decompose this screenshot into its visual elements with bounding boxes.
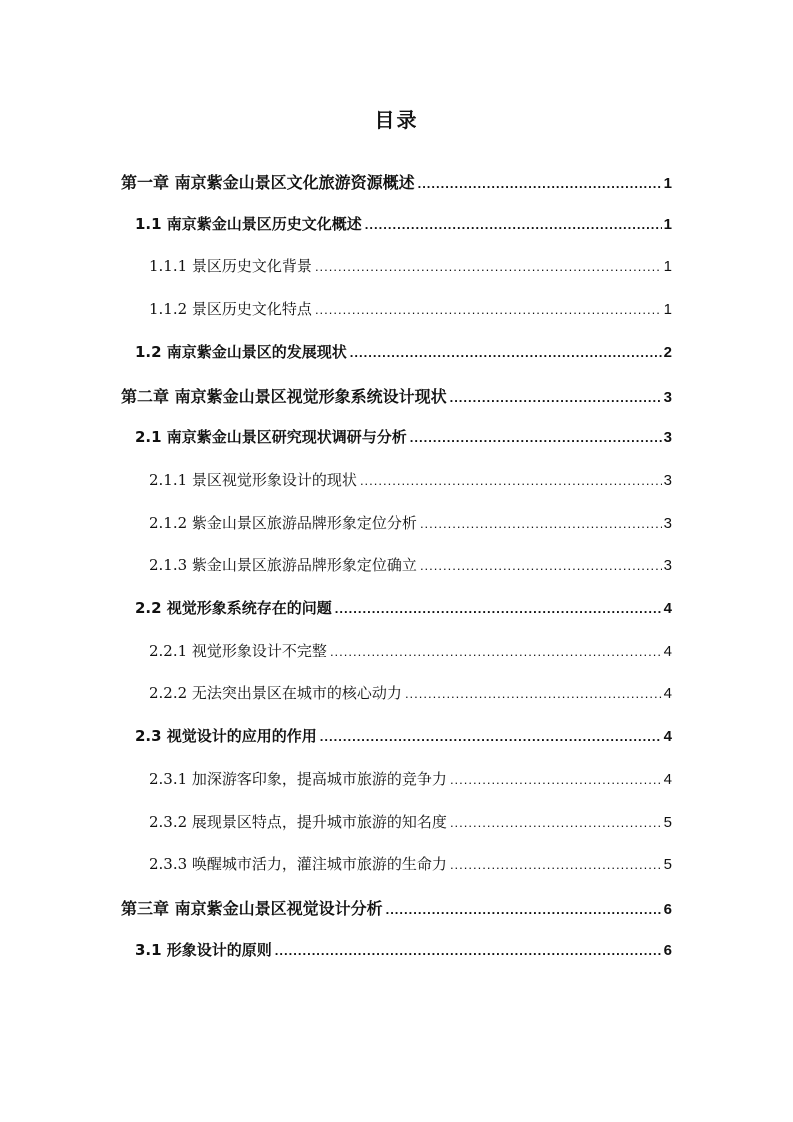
toc-entry-label: 2.3.3 唤醒城市活力，灌注城市旅游的生命力 <box>149 855 447 874</box>
toc-dot-leader <box>335 601 662 616</box>
toc-entry-label: 3.1 形象设计的原则 <box>135 940 272 959</box>
toc-entry-level-3[interactable] <box>149 640 672 666</box>
toc-entry-level-3[interactable] <box>149 768 672 794</box>
toc-dot-leader <box>450 390 662 405</box>
toc-entry-label: 2.3.1 加深游客印象，提高城市旅游的竞争力 <box>149 769 447 788</box>
toc-entry-label: 2.3.2 展现景区特点，提升城市旅游的知名度 <box>149 812 447 831</box>
toc-page-number: 4 <box>663 728 672 746</box>
toc-dot-leader <box>405 686 662 701</box>
toc-entry-level-1[interactable] <box>121 896 672 922</box>
toc-dot-leader <box>410 430 662 445</box>
toc-entry-level-2[interactable] <box>135 426 672 452</box>
toc-dot-leader <box>320 729 662 744</box>
toc-dot-leader <box>350 345 662 360</box>
toc-entry-level-1[interactable] <box>121 384 672 410</box>
toc-entry-level-2[interactable] <box>135 341 672 367</box>
toc-page-number: 4 <box>663 600 672 617</box>
toc-entry-level-1[interactable] <box>121 170 672 196</box>
toc-entry-level-2[interactable] <box>135 597 672 623</box>
toc-entry-label: 1.1.1 景区历史文化背景 <box>149 257 312 276</box>
toc-entry-label: 1.2 南京紫金山景区的发展现状 <box>135 342 347 361</box>
toc-entry-label: 2.2 视觉形象系统存在的问题 <box>135 599 332 617</box>
toc-entry-label: 第二章 南京紫金山景区视觉形象系统设计现状 <box>121 386 447 406</box>
toc-dot-leader <box>418 176 662 191</box>
toc-entry-level-2[interactable] <box>135 939 672 965</box>
toc-page-number: 6 <box>663 900 672 918</box>
toc-page-number: 3 <box>663 557 672 575</box>
toc-dot-leader <box>365 217 662 232</box>
toc-entry-label: 1.1 南京紫金山景区历史文化概述 <box>135 214 362 233</box>
toc-page-number: 5 <box>663 813 672 831</box>
toc-entry-label: 2.1.3 紫金山景区旅游品牌形象定位确立 <box>149 556 417 575</box>
toc-page-number: 1 <box>663 258 672 276</box>
toc-entry-level-3[interactable] <box>149 298 672 324</box>
toc-entry-level-3[interactable] <box>149 255 672 281</box>
toc-page-number: 3 <box>663 429 672 447</box>
toc-dot-leader <box>450 857 662 872</box>
toc-page-number: 3 <box>663 388 672 406</box>
toc-dot-leader <box>330 644 662 659</box>
toc-page-number: 1 <box>663 301 672 319</box>
toc-entry-label: 2.2.2 无法突出景区在城市的核心动力 <box>149 684 402 703</box>
toc-entry-label: 第一章 南京紫金山景区文化旅游资源概述 <box>121 173 415 192</box>
toc-entry-label: 2.1.1 景区视觉形象设计的现状 <box>149 470 357 489</box>
toc-entry-label: 2.3 视觉设计的应用的作用 <box>135 727 317 746</box>
toc-page-number: 1 <box>663 175 672 192</box>
toc-page-number: 4 <box>663 642 672 660</box>
toc-dot-leader <box>315 302 662 317</box>
toc-dot-leader <box>450 772 662 787</box>
toc-dot-leader <box>420 516 662 531</box>
toc-dot-leader <box>450 815 662 830</box>
toc-page-number: 5 <box>663 856 672 874</box>
toc-page-number: 1 <box>663 215 672 233</box>
toc-entry-level-3[interactable] <box>149 853 672 879</box>
toc-entry-level-3[interactable] <box>149 682 672 708</box>
toc-entry-label: 1.1.2 景区历史文化特点 <box>149 300 312 319</box>
toc-page-number: 4 <box>663 685 672 703</box>
toc-page-number: 2 <box>663 343 672 361</box>
toc-page-number: 4 <box>663 770 672 788</box>
toc-dot-leader <box>315 259 662 274</box>
toc-entry-level-3[interactable] <box>149 469 672 495</box>
toc-entry-label: 2.1 南京紫金山景区研究现状调研与分析 <box>135 428 407 447</box>
toc-entry-level-2[interactable] <box>135 213 672 239</box>
toc-page-number: 3 <box>663 471 672 489</box>
toc-entry-label: 2.1.2 紫金山景区旅游品牌形象定位分析 <box>149 513 417 532</box>
toc-entry-label: 2.2.1 视觉形象设计不完整 <box>149 641 327 660</box>
toc-title: 目录 <box>374 108 419 132</box>
toc-dot-leader <box>386 902 662 917</box>
toc-entry-level-2[interactable] <box>135 725 672 751</box>
toc-page-number: 6 <box>663 941 672 959</box>
toc-entry-level-3[interactable] <box>149 554 672 580</box>
toc-entry-level-3[interactable] <box>149 512 672 538</box>
toc-page-number: 3 <box>663 514 672 532</box>
toc-dot-leader <box>420 558 662 573</box>
toc-dot-leader <box>275 943 662 958</box>
toc-entry-level-3[interactable] <box>149 811 672 837</box>
toc-dot-leader <box>360 473 662 488</box>
toc-entry-label: 第三章 南京紫金山景区视觉设计分析 <box>121 898 383 918</box>
